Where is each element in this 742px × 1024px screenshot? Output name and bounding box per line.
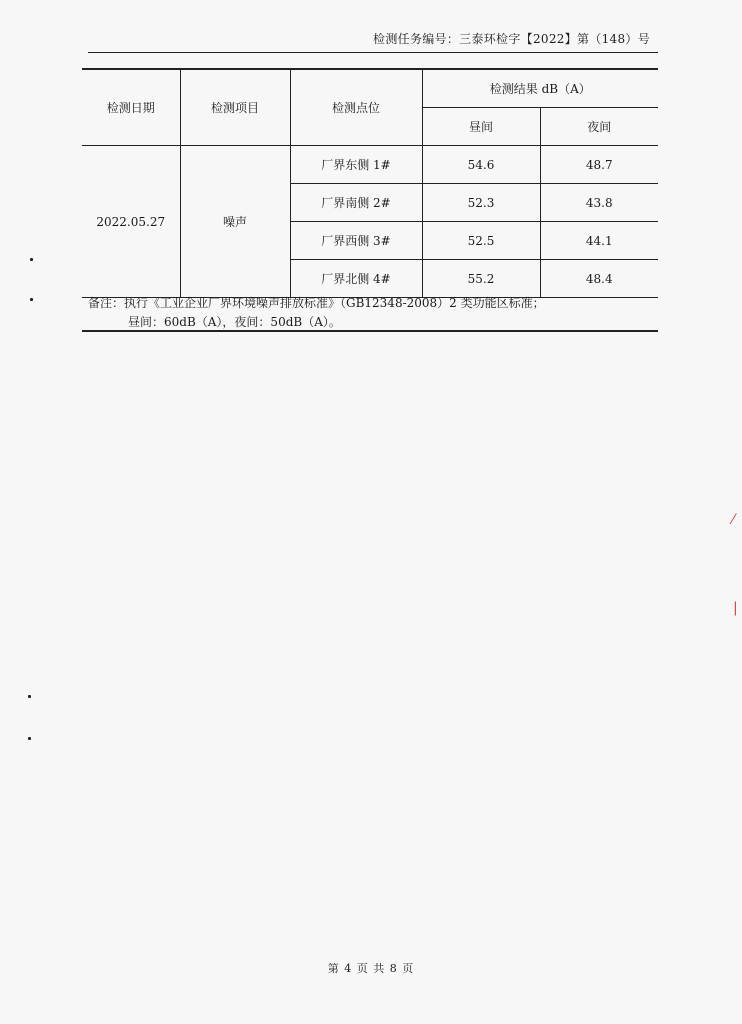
- noise-results-table: [82, 68, 658, 298]
- header-point: 检测点位: [290, 69, 422, 146]
- cell-day: 52.3: [422, 184, 540, 222]
- cell-point: 厂界北侧 4#: [290, 260, 422, 298]
- header-date: 检测日期: [82, 69, 180, 146]
- cell-night: 48.7: [540, 146, 658, 184]
- stamp-edge-mark: ⁄: [732, 512, 735, 528]
- cell-night: 44.1: [540, 222, 658, 260]
- scan-speck: [28, 737, 31, 740]
- scan-speck: [28, 695, 31, 698]
- cell-night: 48.4: [540, 260, 658, 298]
- cell-point: 厂界西侧 3#: [290, 222, 422, 260]
- table-row: [82, 146, 658, 184]
- table-bottom-rule: [82, 330, 658, 332]
- header-result: 检测结果 dB（A）: [422, 69, 658, 108]
- header-night: 夜间: [540, 108, 658, 146]
- header-item: 检测项目: [180, 69, 290, 146]
- scan-speck: [30, 258, 33, 261]
- page-number: 第 4 页 共 8 页: [327, 962, 415, 975]
- cell-date: 2022.05.27: [82, 146, 180, 298]
- header-divider: [88, 52, 658, 53]
- cell-day: 55.2: [422, 260, 540, 298]
- remarks: [88, 294, 658, 332]
- task-number: 检测任务编号：三泰环检字【2022】第（148）号: [373, 32, 650, 46]
- stamp-edge-mark: |: [733, 600, 738, 616]
- table-header-row: [82, 69, 658, 108]
- header-day: 昼间: [422, 108, 540, 146]
- cell-day: 52.5: [422, 222, 540, 260]
- remarks-line-2: 昼间：60dB（A），夜间：50dB（A）。: [128, 315, 341, 329]
- scan-speck: [30, 298, 33, 301]
- cell-point: 厂界东侧 1#: [290, 146, 422, 184]
- cell-item: 噪声: [180, 146, 290, 298]
- cell-night: 43.8: [540, 184, 658, 222]
- remarks-line-1: 备注：执行《工业企业厂界环境噪声排放标准》（GB12348-2008）2 类功能区标准；: [88, 296, 545, 310]
- cell-point: 厂界南侧 2#: [290, 184, 422, 222]
- cell-day: 54.6: [422, 146, 540, 184]
